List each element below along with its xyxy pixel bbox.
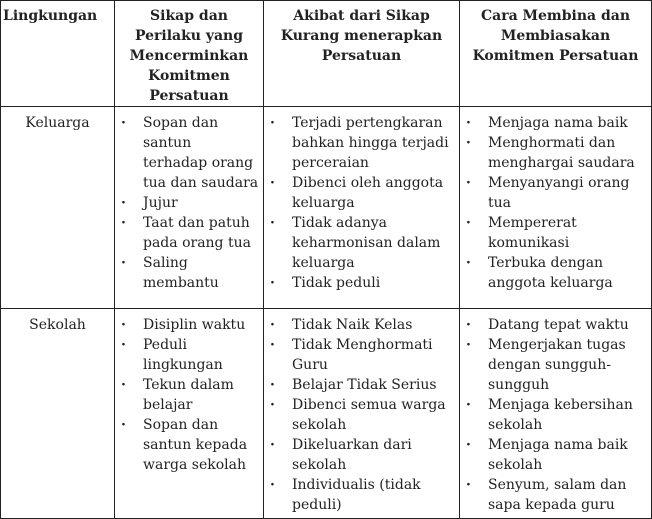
list-item: · Disiplin waktu	[121, 315, 259, 335]
list-item: · Menjaga kebersihan sekolah	[466, 395, 647, 435]
header-cara: Cara Membina dan Membiasakan Komitmen Persatuan	[460, 1, 652, 107]
list-item: · Mengerjakan tugas dengan sungguh-sungguh	[466, 335, 647, 395]
cara-cell	[460, 107, 652, 309]
list-item: · Tidak Menghormati Guru	[270, 335, 455, 375]
list-item: · Terjadi pertengkaran bahkan hingga terjadi perceraian	[270, 113, 455, 173]
list-item: · Dibenci oleh anggota keluarga	[270, 173, 455, 213]
header-row	[1, 1, 652, 107]
list-item: · Sopan dan santun kepada warga sekolah	[121, 415, 259, 475]
cara-cell	[460, 309, 652, 519]
list-item: · Jujur	[121, 193, 259, 213]
list-item: · Sopan dan santun terhadap orang tua dan saudara	[121, 113, 259, 193]
header-lingkungan: Lingkungan	[1, 1, 115, 107]
list-item: · Tekun dalam belajar	[121, 375, 259, 415]
bullet-list	[270, 113, 455, 293]
list-item: · Mempererat komunikasi	[466, 213, 647, 253]
list-item: · Tidak peduli	[270, 273, 455, 293]
list-item: · Dibenci semua warga sekolah	[270, 395, 455, 435]
list-item: · Menjaga nama baik	[466, 113, 647, 133]
list-item: · Menjaga nama baik sekolah	[466, 435, 647, 475]
list-item: · Taat dan patuh pada orang tua	[121, 213, 259, 253]
bullet-list	[270, 315, 455, 515]
list-item: · Dikeluarkan dari sekolah	[270, 435, 455, 475]
list-item: · Senyum, salam dan sapa kepada guru	[466, 475, 647, 515]
list-item: · Datang tepat waktu	[466, 315, 647, 335]
header-sikap: Sikap dan Perilaku yang Mencerminkan Komitmen Persatuan	[115, 1, 264, 107]
bullet-list	[466, 113, 647, 293]
list-item: · Saling membantu	[121, 253, 259, 293]
header-akibat: Akibat dari Sikap Kurang menerapkan Persatuan	[264, 1, 460, 107]
list-item: · Menghormati dan menghargai saudara	[466, 133, 647, 173]
table-row	[1, 107, 652, 309]
table-row	[1, 309, 652, 519]
sikap-cell	[115, 309, 264, 519]
env-cell: Sekolah	[1, 309, 115, 519]
list-item: · Peduli lingkungan	[121, 335, 259, 375]
list-item: · Tidak Naik Kelas	[270, 315, 455, 335]
env-cell: Keluarga	[1, 107, 115, 309]
akibat-cell	[264, 309, 460, 519]
list-item: · Individualis (tidak peduli)	[270, 475, 455, 515]
akibat-cell	[264, 107, 460, 309]
list-item: · Tidak adanya keharmonisan dalam keluarga	[270, 213, 455, 273]
list-item: · Belajar Tidak Serius	[270, 375, 455, 395]
bullet-list	[121, 315, 259, 475]
list-item: · Menyanyangi orang tua	[466, 173, 647, 213]
bullet-list	[121, 113, 259, 293]
list-item: · Terbuka dengan anggota keluarga	[466, 253, 647, 293]
bullet-list	[466, 315, 647, 515]
sikap-cell	[115, 107, 264, 309]
